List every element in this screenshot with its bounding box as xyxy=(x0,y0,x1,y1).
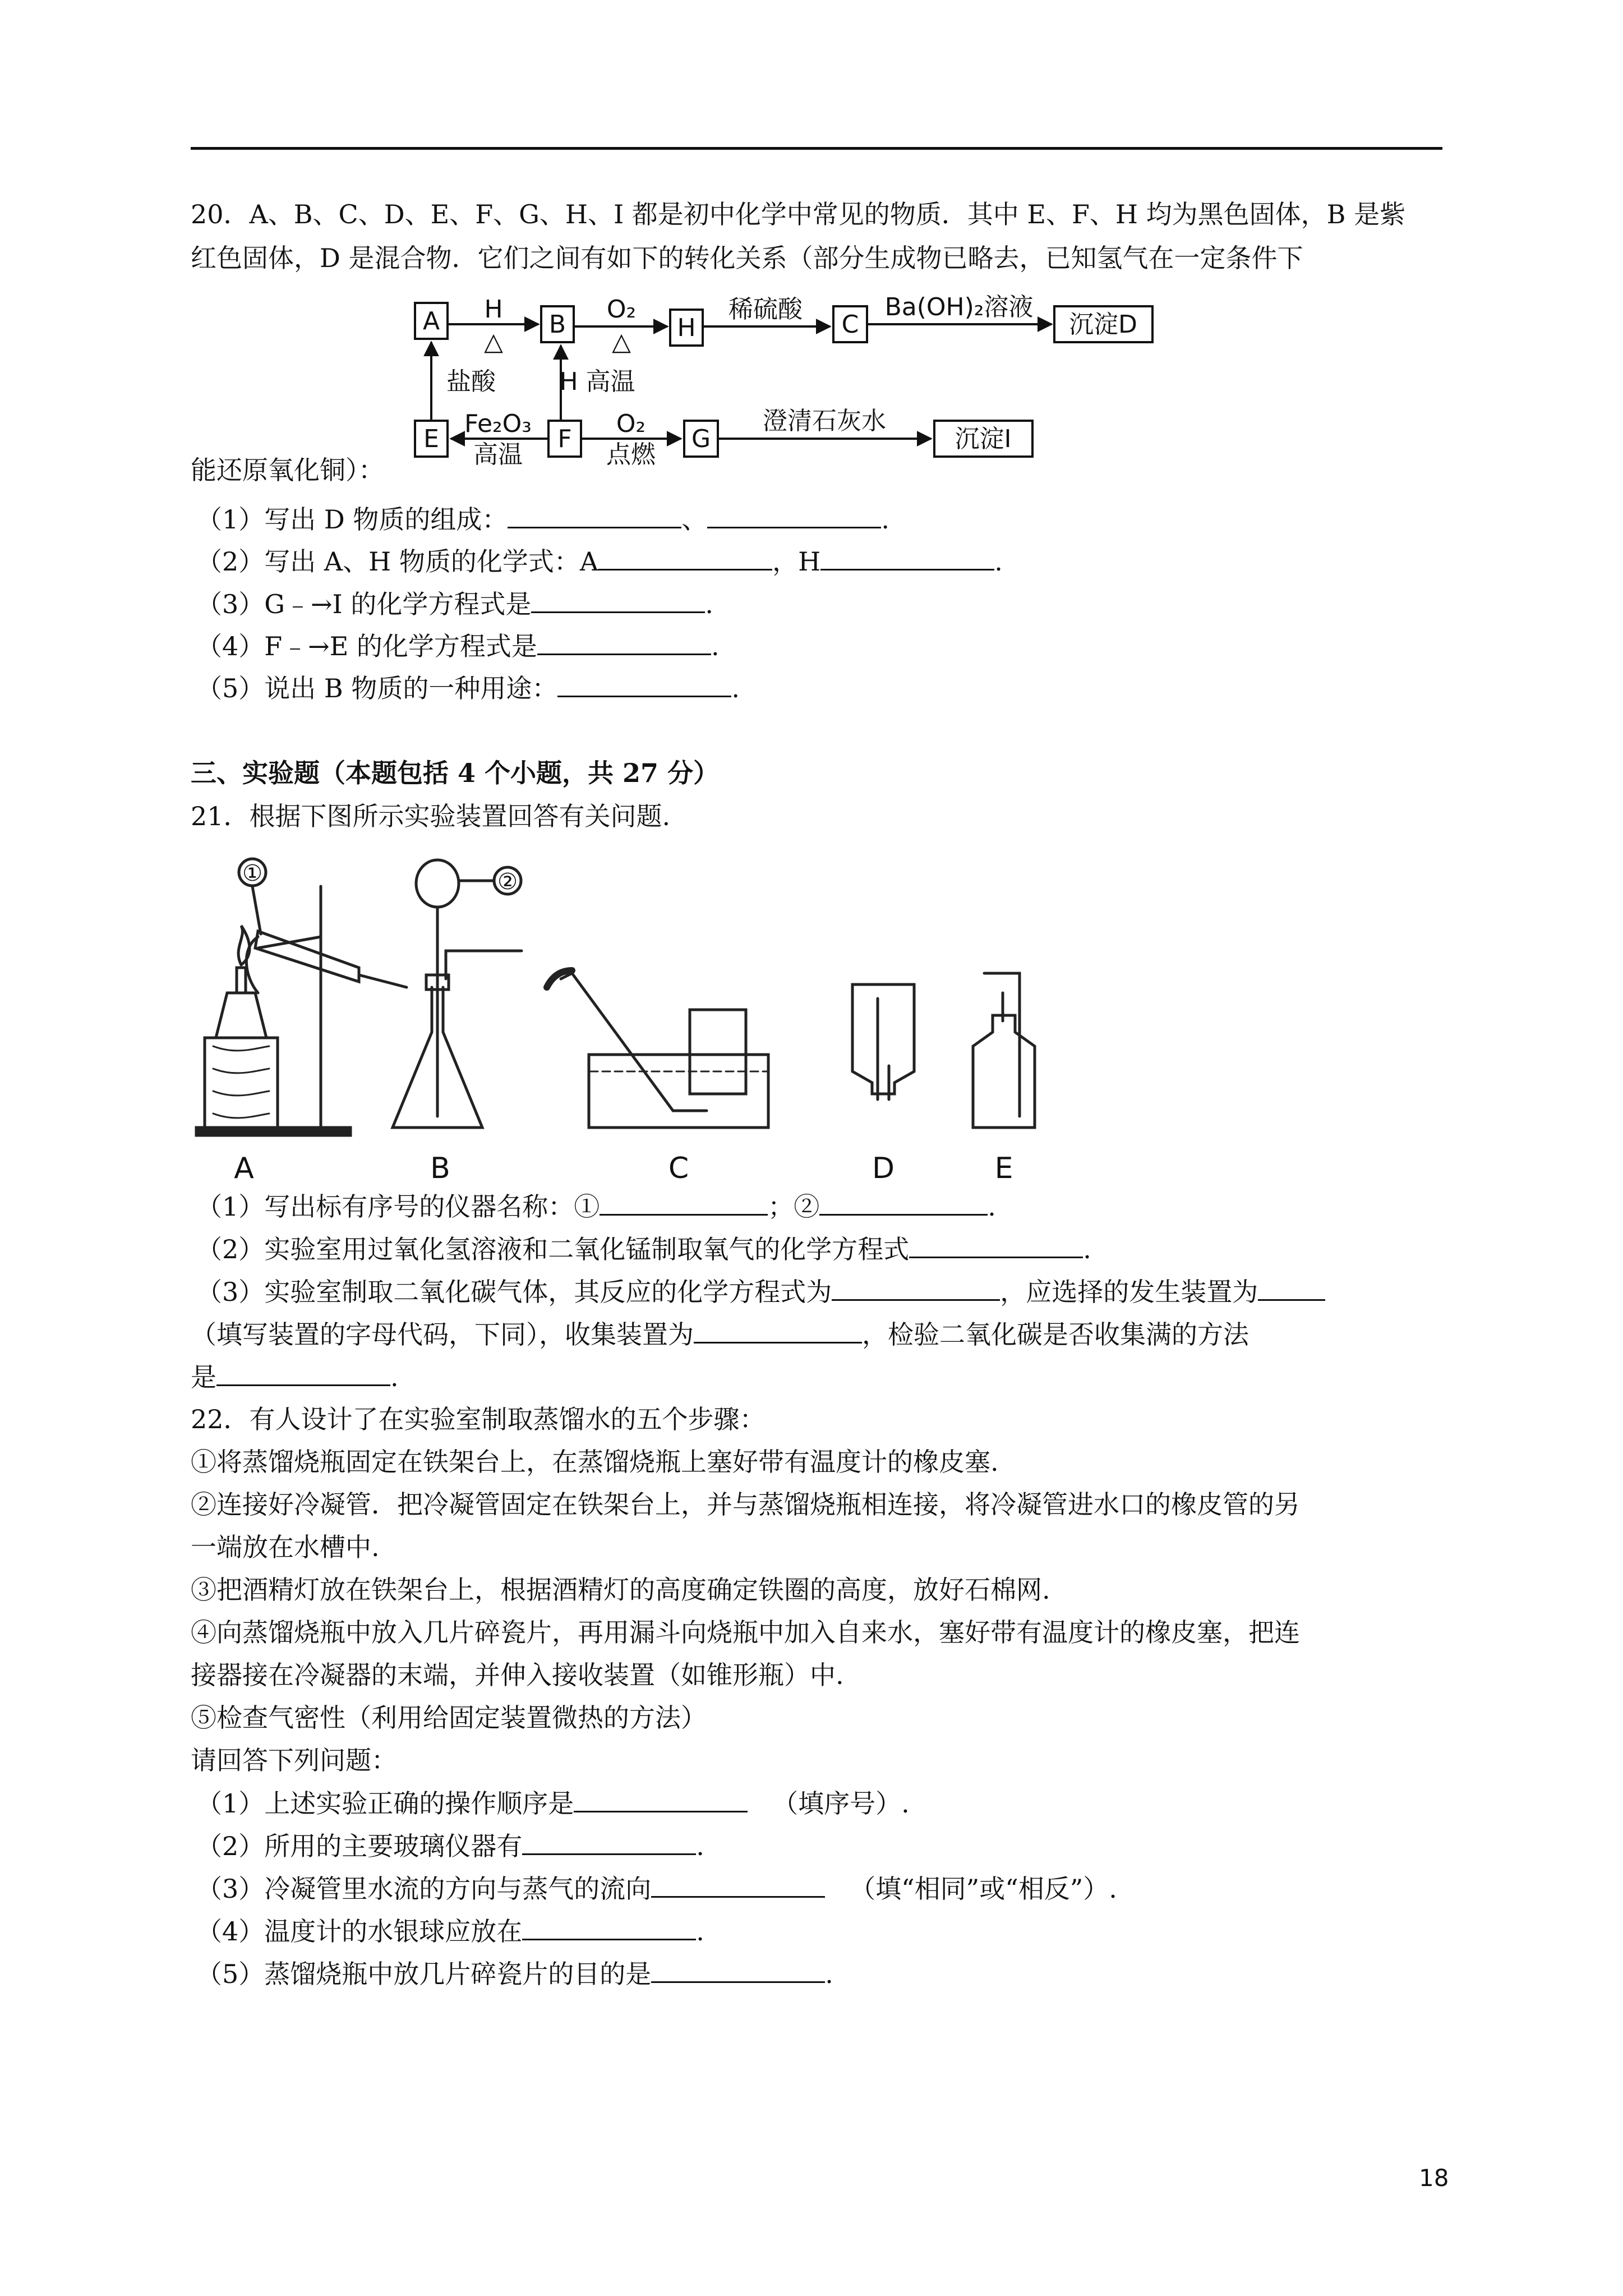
callout-1: ① xyxy=(242,861,262,886)
q21-apparatus-figure xyxy=(191,853,1088,1234)
q20-line1: 20．A、B、C、D、E、F、G、H、I 都是初中化学中常见的物质．其中 E、F、H 均为黑色固体，B 是紫 xyxy=(191,199,1406,229)
label-A: A xyxy=(422,307,440,335)
label-A: A xyxy=(234,1152,254,1185)
q22-ask: 请回答下列问题： xyxy=(191,1745,397,1775)
q22-title: 22．有人设计了在实验室制取蒸馏水的五个步骤： xyxy=(191,1404,766,1434)
water-trough xyxy=(589,1055,768,1128)
answer-blank[interactable] xyxy=(557,671,731,697)
label-G: G xyxy=(691,425,711,453)
gas-jar-C xyxy=(690,1010,746,1094)
header-rule xyxy=(191,147,1442,150)
q22-sub1: （1）上述实验正确的操作顺序是 （填序号）. xyxy=(196,1786,910,1820)
callout-2: ② xyxy=(497,869,518,895)
flame xyxy=(238,926,250,965)
answer-blank[interactable] xyxy=(651,1957,825,1983)
cond-fb: H 高温 xyxy=(559,367,635,396)
label-D: 沉淀D xyxy=(1069,310,1137,339)
cond-fe-top: Fe₂O₃ xyxy=(464,409,532,438)
cond-ab-top: H xyxy=(484,295,503,324)
q21-sub3: （3）实验室制取二氧化碳气体，其反应的化学方程式为 ，应选择的发生装置为 xyxy=(196,1274,1325,1309)
alcohol-lamp xyxy=(216,993,266,1038)
cond-ea: 盐酸 xyxy=(446,367,496,396)
section-heading: 三、实验题（本题包括 4 个小题，共 27 分） xyxy=(191,758,720,788)
answer-blank[interactable] xyxy=(600,1189,768,1216)
label-I: 沉淀I xyxy=(955,425,1012,453)
q21-sub1: （1）写出标有序号的仪器名称：① ；② . xyxy=(196,1189,996,1223)
q21-sub3-line2: （填写装置的字母代码，下同），收集装置为 ，检验二氧化碳是否收集满的方法 xyxy=(191,1317,1249,1351)
q21-sub3-line3: 是 . xyxy=(191,1360,399,1394)
funnel-bulb xyxy=(416,860,459,907)
cond-hc-top: 稀硫酸 xyxy=(728,295,803,324)
q22-step1: ①将蒸馏烧瓶固定在铁架台上，在蒸馏烧瓶上塞好带有温度计的橡皮塞. xyxy=(191,1447,999,1477)
answer-blank[interactable] xyxy=(909,1232,1083,1258)
answer-blank[interactable] xyxy=(216,1360,390,1386)
answer-blank[interactable] xyxy=(651,1871,825,1898)
q22-sub3: （3）冷凝管里水流的方向与蒸气的流向 （填“相同”或“相反”）. xyxy=(196,1871,1117,1906)
answer-blank[interactable] xyxy=(832,1274,1000,1301)
answer-blank[interactable] xyxy=(819,1189,988,1216)
bottle-D xyxy=(852,984,914,1094)
label-B: B xyxy=(548,310,566,339)
answer-blank[interactable] xyxy=(598,544,772,570)
label-D: D xyxy=(872,1152,895,1185)
delivery-tube-B xyxy=(446,951,522,979)
q22-step3: ③把酒精灯放在铁架台上，根据酒精灯的高度确定铁圈的高度，放好石棉网. xyxy=(191,1575,1050,1605)
page-number: 18 xyxy=(1419,2164,1449,2192)
q20-sub4: （4）F﹣→E 的化学方程式是 . xyxy=(196,629,720,663)
bottle-E xyxy=(973,1015,1035,1128)
q20-sub3: （3）G﹣→I 的化学方程式是 . xyxy=(196,587,713,621)
q22-step4b: 接器接在冷凝器的末端，并伸入接收装置（如锥形瓶）中. xyxy=(191,1660,844,1690)
cond-fg-bottom: 点燃 xyxy=(606,440,656,466)
label-F: F xyxy=(557,425,572,453)
q20-conversion-diagram xyxy=(404,292,1211,466)
q22-step5: ⑤检查气密性（利用给固定装置微热的方法） xyxy=(191,1703,707,1733)
q22-step2b: 一端放在水槽中. xyxy=(191,1532,380,1562)
cond-ab-bottom: △ xyxy=(484,328,503,356)
cond-fg-top: O₂ xyxy=(616,409,646,438)
q20-line3: 能还原氧化铜）： xyxy=(191,455,384,485)
label-B: B xyxy=(430,1152,450,1185)
label-E: E xyxy=(423,425,439,453)
q21-sub2: （2）实验室用过氧化氢溶液和二氧化锰制取氧气的化学方程式 . xyxy=(196,1232,1091,1266)
answer-blank[interactable] xyxy=(531,587,705,613)
q20-line2: 红色固体，D 是混合物．它们之间有如下的转化关系（部分生成物已略去，已知氢气在一定条件下 xyxy=(191,243,1303,273)
cond-fe-bottom: 高温 xyxy=(473,440,523,466)
q22-step4a: ④向蒸馏烧瓶中放入几片碎瓷片，再用漏斗向烧瓶中加入自来水，塞好带有温度计的橡皮塞，把连 xyxy=(191,1617,1300,1648)
answer-blank[interactable] xyxy=(537,629,711,655)
answer-blank[interactable] xyxy=(508,502,681,528)
answer-blank[interactable] xyxy=(522,1914,696,1940)
q21-title: 21．根据下图所示实验装置回答有关问题. xyxy=(191,801,671,831)
answer-blank[interactable] xyxy=(522,1829,696,1855)
answer-blank[interactable] xyxy=(574,1786,748,1812)
answer-blank[interactable] xyxy=(707,502,881,528)
cond-bh-bottom: △ xyxy=(612,328,631,356)
delivery-tube-C xyxy=(561,973,707,1111)
label-C: C xyxy=(841,310,859,339)
answer-blank[interactable] xyxy=(820,544,994,570)
answer-blank[interactable] xyxy=(1258,1274,1325,1301)
q22-sub4: （4）温度计的水银球应放在 . xyxy=(196,1914,704,1948)
q20-sub2: （2）写出 A、H 物质的化学式：A ，H . xyxy=(196,544,1003,578)
q20-sub1: （1）写出 D 物质的组成： 、 . xyxy=(196,502,889,536)
cond-cd-top: Ba(OH)₂溶液 xyxy=(884,293,1034,321)
cond-bh-top: O₂ xyxy=(606,295,637,324)
answer-blank[interactable] xyxy=(694,1317,862,1343)
label-H: H xyxy=(677,314,696,342)
label-E: E xyxy=(994,1152,1013,1185)
label-C: C xyxy=(668,1152,689,1185)
q22-step2a: ②连接好冷凝管．把冷凝管固定在铁架台上，并与蒸馏烧瓶相连接，将冷凝管进水口的橡皮管的另 xyxy=(191,1489,1300,1520)
q20-sub5: （5）说出 B 物质的一种用途： . xyxy=(196,671,740,705)
cond-gi-top: 澄清石灰水 xyxy=(763,407,886,435)
q22-sub5: （5）蒸馏烧瓶中放几片碎瓷片的目的是 . xyxy=(196,1957,833,1991)
q22-sub2: （2）所用的主要玻璃仪器有 . xyxy=(196,1829,704,1863)
